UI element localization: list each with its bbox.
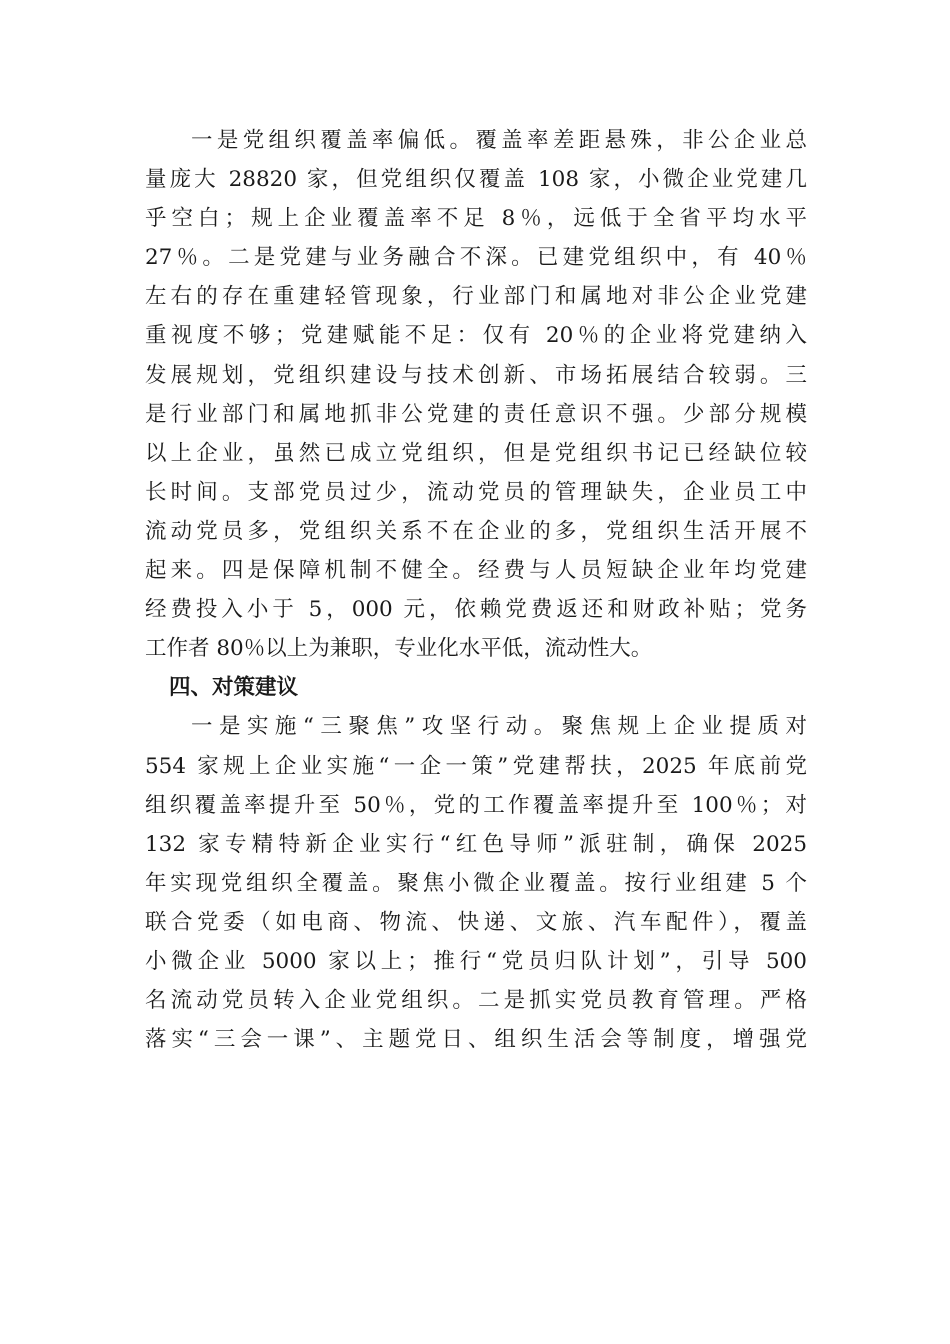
section-heading: 四、对策建议 [169, 675, 299, 701]
text-line: 工作者 80％以上为兼职，专业化水平低，流动性大。 [145, 636, 653, 662]
text-line: 小微企业 5000 家以上；推行“党员归队计划”，引导 500 [145, 948, 807, 974]
text-line: 554 家规上企业实施“一企一策”党建帮扶，2025 年底前党 [145, 753, 807, 779]
text-line: 132 家专精特新企业实行“红色导师”派驻制，确保 2025 [145, 831, 807, 857]
text-line: 年实现党组织全覆盖。聚焦小微企业覆盖。按行业组建 5 个 [145, 870, 807, 896]
text-line: 重视度不够；党建赋能不足：仅有 20％的企业将党建纳入 [145, 323, 807, 349]
text-line: 起来。四是保障机制不健全。经费与人员短缺企业年均党建 [145, 558, 807, 584]
text-line: 一是党组织覆盖率偏低。覆盖率差距悬殊，非公企业总 [191, 128, 807, 153]
text-line: 长时间。支部党员过少，流动党员的管理缺失，企业员工中 [145, 479, 807, 505]
text-line: 发展规划，党组织建设与技术创新、市场拓展结合较弱。三 [145, 362, 807, 388]
text-line: 流动党员多，党组织关系不在企业的多，党组织生活开展不 [145, 518, 807, 544]
text-line: 组织覆盖率提升至 50％，党的工作覆盖率提升至 100％；对 [145, 792, 807, 818]
text-line: 联合党委（如电商、物流、快递、文旅、汽车配件），覆盖 [145, 909, 807, 935]
text-line: 经费投入小于 5，000 元，依赖党费返还和财政补贴；党务 [145, 597, 807, 623]
paragraph-suggestions [145, 707, 807, 1059]
text-line: 名流动党员转入企业党组织。二是抓实党员教育管理。严格 [145, 988, 807, 1014]
text-line: 乎空白；规上企业覆盖率不足 8％，远低于全省平均水平 [145, 206, 807, 232]
text-line: 一是实施“三聚焦”攻坚行动。聚焦规上企业提质对 [191, 714, 807, 740]
text-line: 是行业部门和属地抓非公党建的责任意识不强。少部分规模 [145, 401, 807, 427]
text-line: 27％。二是党建与业务融合不深。已建党组织中，有 40％ [145, 245, 807, 271]
paragraph-problems [145, 121, 807, 668]
text-line: 落实“三会一课”、主题党日、组织生活会等制度，增强党 [145, 1027, 807, 1053]
text-line: 以上企业，虽然已成立党组织，但是党组织书记已经缺位较 [145, 440, 807, 466]
text-line: 量庞大 28820 家，但党组织仅覆盖 108 家，小微企业党建几 [145, 167, 807, 193]
document-body [145, 121, 807, 1059]
text-line: 左右的存在重建轻管现象，行业部门和属地对非公企业党建 [145, 284, 807, 310]
